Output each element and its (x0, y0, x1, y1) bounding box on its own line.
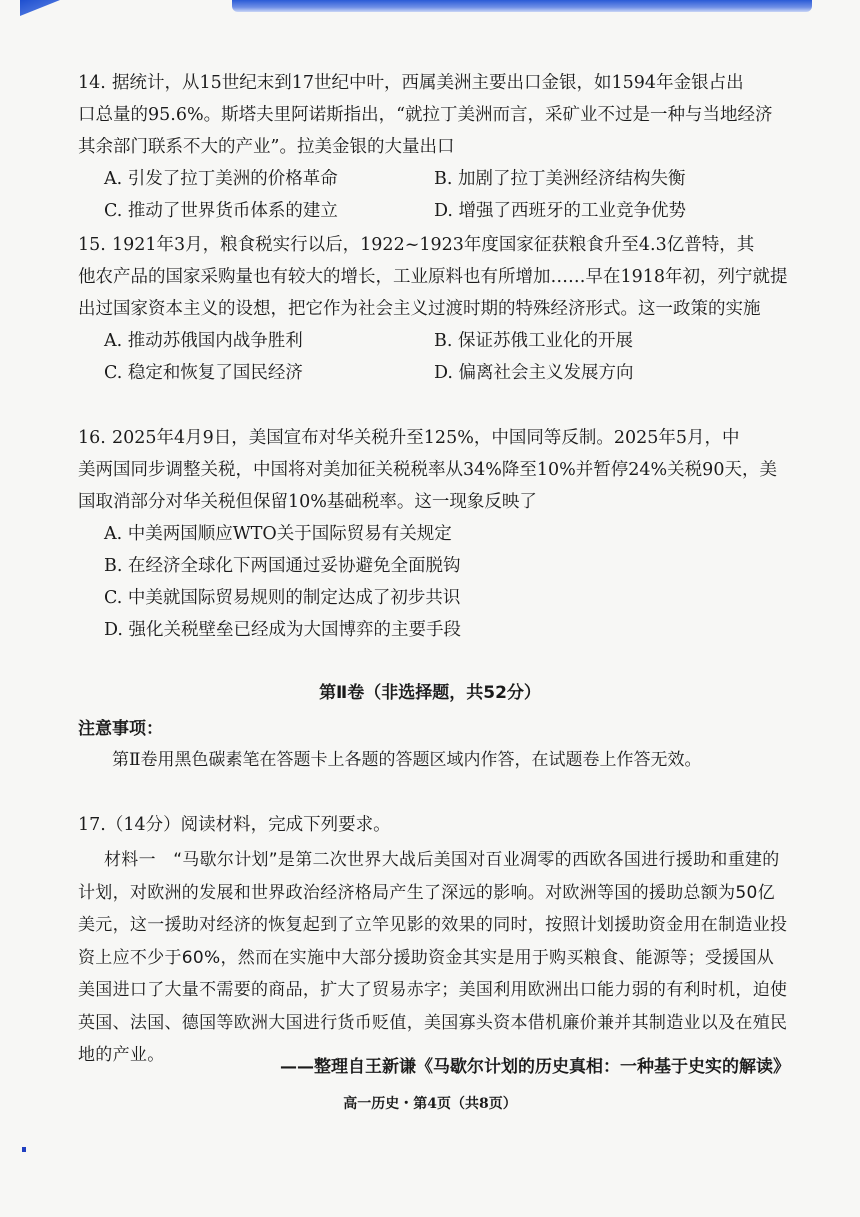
option-a[interactable]: A. 中美两国顺应WTO关于国际贸易有关规定 (104, 524, 452, 544)
material-one (78, 844, 790, 1072)
option-d[interactable]: D. 强化关税壁垒已经成为大国博弈的主要手段 (104, 620, 462, 640)
option-b[interactable]: B. 在经济全球化下两国通过妥协避免全面脱钩 (104, 556, 461, 576)
question-14 (78, 67, 790, 227)
question-16 (78, 422, 790, 646)
option-b[interactable]: B. 加剧了拉丁美洲经济结构失衡 (434, 169, 686, 189)
section-title: 第Ⅱ卷（非选择题，共52分） (319, 683, 541, 703)
question-number: 15. (78, 235, 106, 255)
option-c[interactable]: C. 稳定和恢复了国民经济 (104, 363, 303, 383)
option-a[interactable]: A. 推动苏俄国内战争胜利 (104, 331, 303, 351)
question-15 (78, 229, 790, 389)
scan-edge-strip (232, 0, 812, 12)
question-stem-line: 据统计，从15世纪末到17世纪中叶，西属美洲主要出口金银，如1594年金银占出 (112, 73, 744, 93)
notice-heading: 注意事项： (78, 719, 163, 739)
option-d[interactable]: D. 增强了西班牙的工业竞争优势 (434, 201, 687, 221)
question-stem: 口总量的95.6%。斯塔夫里阿诺斯指出，“就拉丁美洲而言，采矿业不过是一种与当地经济其余部门联系不大的产业”。拉美金银的大量出口 (78, 105, 773, 157)
option-c[interactable]: C. 推动了世界货币体系的建立 (104, 201, 338, 221)
option-c[interactable]: C. 中美就国际贸易规则的制定达成了初步共识 (104, 588, 461, 608)
question-stem: 美两国同步调整关税，中国将对美加征关税税率从34%降至10%并暂停24%关税90天，美国取消部分对华关税但保留10%基础税率。这一现象反映了 (78, 460, 777, 512)
question-number: 14. (78, 73, 106, 93)
option-d[interactable]: D. 偏离社会主义发展方向 (434, 363, 634, 383)
scan-dot (22, 1147, 26, 1152)
option-b[interactable]: B. 保证苏俄工业化的开展 (434, 331, 633, 351)
question-stem-line: 2025年4月9日，美国宣布对华关税升至125%，中国同等反制。2025年5月，中 (112, 428, 740, 448)
scan-corner-mark (20, 0, 60, 16)
material-source: ——整理自王新谦《马歇尔计划的历史真相：一种基于史实的解读》 (280, 1057, 790, 1077)
question-stem-line: 1921年3月，粮食税实行以后，1922~1923年度国家征获粮食升至4.3亿普特，其 (112, 235, 755, 255)
page-footer: 高一历史・第4页（共8页） (343, 1096, 517, 1112)
question-17-header: 17.（14分）阅读材料，完成下列要求。 (78, 815, 391, 835)
option-a[interactable]: A. 引发了拉丁美洲的价格革命 (104, 169, 338, 189)
notice-text: 第Ⅱ卷用黑色碳素笔在答题卡上各题的答题区域内作答，在试题卷上作答无效。 (112, 750, 702, 770)
question-stem: 他农产品的国家采购量也有较大的增长，工业原料也有所增加……早在1918年初，列宁就提出过国家资本主义的设想，把它作为社会主义过渡时期的特殊经济形式。这一政策的实施 (78, 267, 788, 319)
material-text: 材料一 “马歇尔计划”是第二次世界大战后美国对百业凋零的西欧各国进行援助和重建的计划，对欧洲的发展和世界政治经济格局产生了深远的影响。对欧洲等国的援助总额为50亿美元，这一援助对经济的恢复起到了立竿见影的效果的同时，按照计划援助资金用在制造业投资上应不少于60%，然而在实施中大部分援助资金其实是用于购买粮食、能源等；受援国从美国进口了大量不需要的商品，扩大了贸易赤字；美国利用欧洲出口能力弱的有利时机，迫使英国、法国、德国等欧洲大国进行货币贬值，美国寡头资本借机廉价兼并其制造业以及在殖民地的产业。 (78, 850, 788, 1065)
question-number: 16. (78, 428, 106, 448)
